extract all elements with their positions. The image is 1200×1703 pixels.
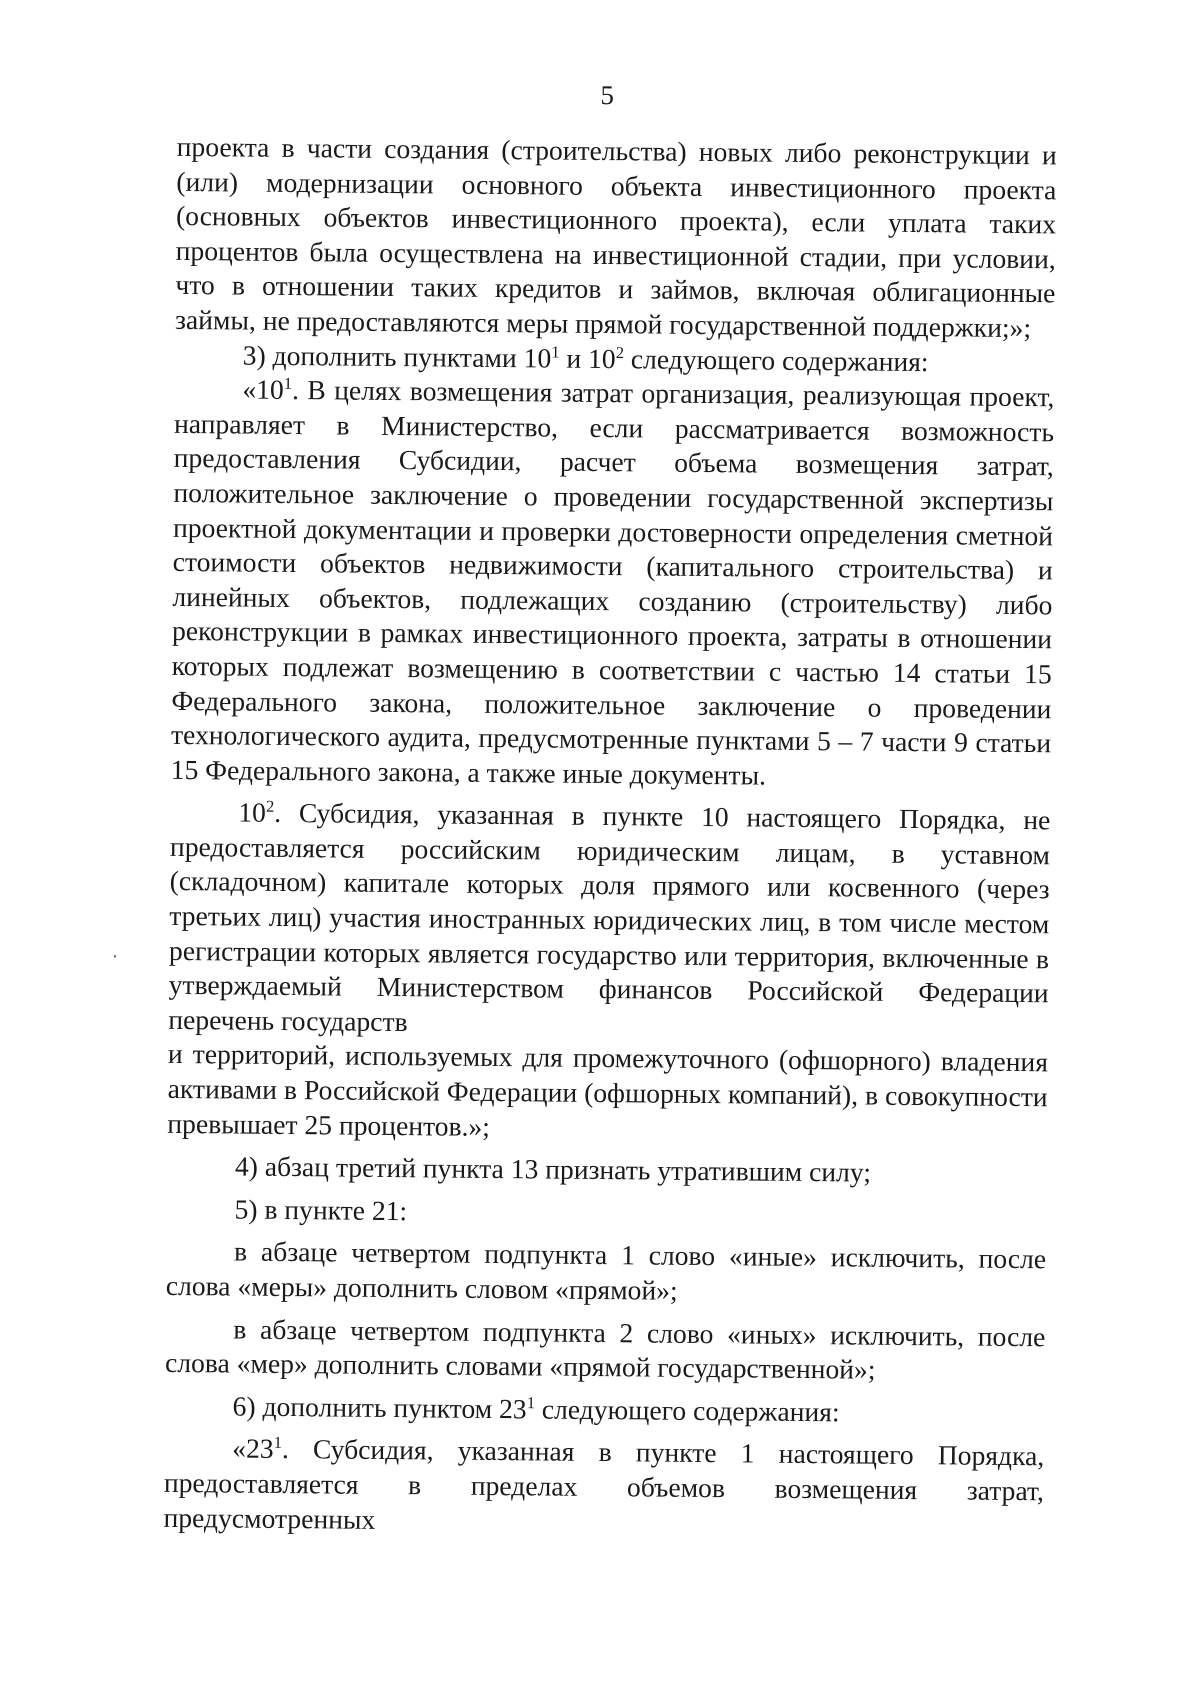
- paragraph-text: 4) абзац третий пункта 13 признать утратившим силу;: [234, 1150, 872, 1188]
- superscript: 1: [283, 373, 293, 393]
- paragraph-text: 10: [238, 796, 267, 829]
- paragraph-subitem-1: [166, 1234, 1047, 1312]
- paragraph-text: 5) в пункте 21:: [234, 1193, 408, 1226]
- paragraph-subitem-2: [165, 1311, 1046, 1389]
- paragraph-continuation-project: [175, 130, 1057, 346]
- scan-speck: [114, 955, 116, 957]
- paragraph-item-6: [164, 1389, 1044, 1432]
- superscript: 1: [551, 341, 560, 361]
- superscript: 1: [526, 1392, 536, 1412]
- paragraph-text: в абзаце четвертом подпункта 2 слово «иных» исключить, после слова «мер» дополнить словами «прямой государственной»;: [164, 1313, 1046, 1385]
- paragraph-text: и территорий, используемых для промежуточного (офшорного) владения активами в Российской Федерации (офшорных компаний), в совокупности превышает 25 процентов.»;: [167, 1038, 1049, 1142]
- page-number: 5: [600, 79, 615, 111]
- paragraph-point-10-2: [168, 795, 1050, 1046]
- paragraph-text: . В целях возмещения затрат организация, реализующая проект, направляет в Министерство, если рассматривается возможность предоставления Субсидии, расчет объема возмещения затрат, положительное заключение о проведении государственной экспертизы проектной документации и проверки достоверности определения сметной стоимости объектов недвижимости (капитального строительства) и линейных объектов, подлежащих созданию (строительству) либо реконструкции в рамках инвестиционного проекта, затраты в отношении которых подлежат возмещению в соответствии с частью 14 статьи 15 Федерального закона, положительное заключение о проведении технологического аудита, предусмотренные пунктами 5 – 7 части 9 статьи 15 Федерального закона, а также иные документы.: [170, 374, 1055, 791]
- paragraph-point-10-1: [171, 372, 1055, 796]
- paragraph-point-23-1: [163, 1431, 1044, 1543]
- paragraph-text: «10: [242, 373, 284, 406]
- paragraph-text: в абзаце четвертом подпункта 1 слово «иные» исключить, после слова «меры» дополнить словом «прямой»;: [165, 1235, 1047, 1306]
- paragraph-text: и 10: [559, 342, 616, 374]
- paragraph-text: проекта в части создания (строительства) новых либо реконструкции и (или) модернизации основного объекта инвестиционного проекта (основных объектов инвестиционного проекта), если уплата таких процентов была осуществлена на инвестиционной стадии, при условии, что в отношении таких кредитов и займов, включая облигационные займы, не предоставляются меры прямой государственной поддержки;»;: [174, 130, 1057, 344]
- document-body: [163, 130, 1056, 1544]
- paragraph-text: . Субсидия, указанная в пункте 10 настоящего Порядка, не предоставляется российским юридическим лицам, в уставном (складочном) капитале которых доля прямого или косвенного (через третьих лиц) участия иностранных юридических лиц, в том числе местом регистрации которых является государство или территория, включенные в утверждаемый Министерством финансов Российской Федерации перечень государств: [168, 797, 1051, 1038]
- paragraph-text: следующего содержания:: [534, 1393, 840, 1428]
- paragraph-text: следующего содержания:: [623, 342, 929, 377]
- paragraph-text: 6) дополнить пунктом 23: [232, 1390, 527, 1425]
- superscript: 2: [265, 796, 275, 816]
- paragraph-item-4: [167, 1149, 1047, 1192]
- superscript: 2: [615, 342, 625, 362]
- paragraph-text: «23: [232, 1432, 274, 1465]
- paragraph-item-5: [166, 1192, 1046, 1235]
- paragraph-text: 3) дополнить пунктами 10: [242, 339, 552, 374]
- paragraph-offshore-continuation: [167, 1037, 1048, 1149]
- paragraph-text: . Субсидия, указанная в пункте 1 настоящего Порядка, предоставляется в пределах объемов возмещения затрат, предусмотренных: [163, 1433, 1045, 1535]
- superscript: 1: [273, 1433, 283, 1453]
